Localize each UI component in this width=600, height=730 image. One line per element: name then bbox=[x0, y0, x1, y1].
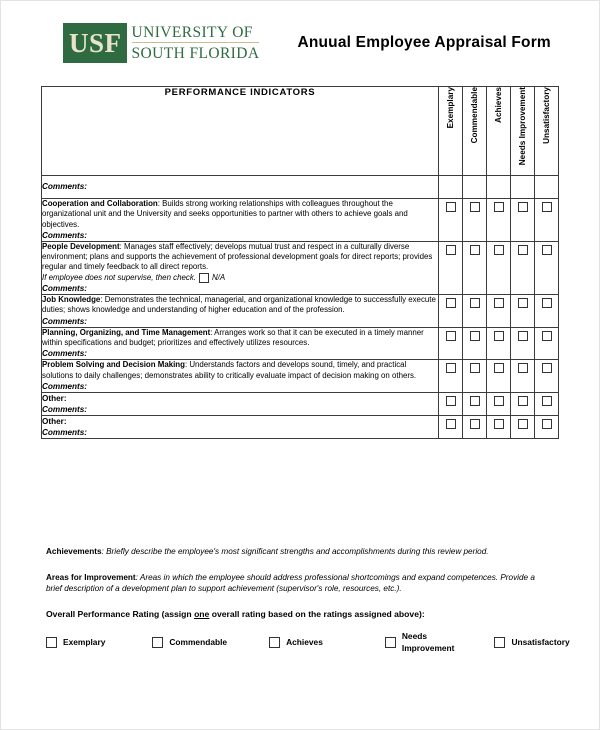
na-line bbox=[42, 273, 438, 283]
na-prompt: If employee does not supervise, then check. bbox=[42, 272, 196, 282]
rating-checkbox-cell[interactable] bbox=[535, 199, 559, 242]
table-header-row bbox=[42, 87, 559, 176]
indicator-cell[interactable] bbox=[42, 392, 439, 415]
usf-logo-line-1: UNIVERSITY OF bbox=[132, 24, 260, 43]
rating-checkbox-cell[interactable] bbox=[463, 199, 487, 242]
rating-checkbox-cell[interactable] bbox=[511, 360, 535, 393]
overall-rating-label: Achieves bbox=[286, 636, 323, 647]
column-header-rating-label: Unsatisfactory bbox=[542, 87, 551, 144]
rating-checkbox[interactable] bbox=[542, 298, 552, 308]
rating-checkbox[interactable] bbox=[518, 245, 528, 255]
overall-rating-label: Commendable bbox=[169, 636, 228, 647]
indicator-title: Other: bbox=[42, 416, 67, 426]
rating-checkbox-cell[interactable] bbox=[487, 360, 511, 393]
overall-rating-option[interactable] bbox=[494, 637, 569, 649]
indicator-title: Cooperation and Collaboration bbox=[42, 199, 158, 208]
top-comments-blank-cell bbox=[511, 176, 535, 199]
indicator-text bbox=[42, 242, 438, 273]
rating-checkbox-cell[interactable] bbox=[535, 360, 559, 393]
rating-checkbox-cell[interactable] bbox=[463, 415, 487, 438]
na-checkbox[interactable] bbox=[199, 273, 209, 283]
usf-logo bbox=[63, 23, 259, 63]
form-header bbox=[1, 1, 599, 63]
rating-checkbox[interactable] bbox=[494, 298, 504, 308]
indicator-title: People Development bbox=[42, 241, 120, 251]
rating-checkbox-cell[interactable] bbox=[487, 199, 511, 242]
overall-rating-label: Unsatisfactory bbox=[511, 636, 570, 647]
usf-logo-wordmark bbox=[132, 23, 260, 63]
column-header-performance-indicators: PERFORMANCE INDICATORS bbox=[42, 87, 439, 176]
overall-rating-checkbox[interactable] bbox=[152, 637, 163, 648]
lower-sections bbox=[46, 546, 570, 654]
table-row bbox=[42, 360, 559, 393]
rating-checkbox[interactable] bbox=[542, 202, 552, 212]
overall-rating-checkbox[interactable] bbox=[46, 637, 57, 648]
overall-rating-option[interactable] bbox=[152, 637, 227, 649]
achievements-body: : Briefly describe the employee's most significant strengths and accomplishments during this review period. bbox=[101, 547, 489, 556]
indicator-title: Job Knowledge bbox=[42, 295, 101, 305]
overall-rating-heading-emphasis: one bbox=[194, 608, 210, 619]
rating-checkbox[interactable] bbox=[494, 419, 504, 429]
rating-checkbox-cell[interactable] bbox=[463, 327, 487, 360]
rating-checkbox[interactable] bbox=[542, 245, 552, 255]
areas-for-improvement-section bbox=[46, 572, 546, 595]
performance-indicators-table bbox=[41, 86, 559, 439]
overall-rating-option[interactable] bbox=[46, 637, 105, 649]
rating-checkbox-cell[interactable] bbox=[463, 360, 487, 393]
comments-label: Comments: bbox=[42, 427, 88, 437]
overall-rating-label: Exemplary bbox=[63, 636, 106, 647]
overall-rating-option[interactable] bbox=[269, 637, 323, 649]
rating-checkbox-cell[interactable] bbox=[535, 295, 559, 328]
rating-checkbox-cell[interactable] bbox=[535, 415, 559, 438]
rating-checkbox-cell[interactable] bbox=[487, 392, 511, 415]
indicator-description: : Manages staff effectively; develops mutual trust and respect in a culturally diverse environment; plans and supports the achievement of professional development goals for direct reports; provides regular and timely feedback to all direct reports. bbox=[42, 241, 433, 272]
rating-checkbox[interactable] bbox=[470, 331, 480, 341]
indicator-cell[interactable] bbox=[42, 360, 439, 393]
column-header-rating-3 bbox=[511, 87, 535, 176]
na-label: N/A bbox=[211, 272, 226, 282]
indicator-cell[interactable] bbox=[42, 327, 439, 360]
rating-checkbox[interactable] bbox=[470, 396, 480, 406]
rating-checkbox[interactable] bbox=[470, 298, 480, 308]
column-header-rating-label: Exemplary bbox=[446, 87, 455, 129]
rating-checkbox-cell[interactable] bbox=[511, 295, 535, 328]
overall-rating-heading-part2: overall rating based on the ratings assigned above): bbox=[209, 608, 425, 619]
indicator-title: Other: bbox=[42, 393, 67, 403]
achievements-section bbox=[46, 546, 546, 558]
table-row bbox=[42, 327, 559, 360]
column-header-rating-label: Commendable bbox=[470, 87, 479, 144]
rating-checkbox-cell[interactable] bbox=[487, 241, 511, 294]
overall-rating-option[interactable] bbox=[385, 631, 455, 654]
rating-checkbox[interactable] bbox=[494, 363, 504, 373]
rating-checkbox[interactable] bbox=[446, 202, 456, 212]
page-title: Anuual Employee Appraisal Form bbox=[297, 34, 551, 51]
top-comments-blank-cell bbox=[439, 176, 463, 199]
indicator-description: : Demonstrates the technical, managerial, and organizational knowledge to successfully execute duties; shows knowledge and understanding of higher education and of the profession. bbox=[42, 295, 436, 315]
overall-rating-heading bbox=[46, 609, 546, 621]
rating-checkbox[interactable] bbox=[470, 202, 480, 212]
achievements-title: Achievements bbox=[46, 547, 102, 556]
table-row bbox=[42, 295, 559, 328]
top-comments-row bbox=[42, 176, 559, 199]
rating-checkbox-cell[interactable] bbox=[511, 199, 535, 242]
indicator-description: : Arranges work so that it can be executed in a timely manner within specifications and budget; prioritizes and effectively utilizes resources. bbox=[42, 327, 424, 347]
rating-checkbox-cell[interactable] bbox=[487, 415, 511, 438]
table-row bbox=[42, 199, 559, 242]
top-comments-cell[interactable] bbox=[42, 176, 439, 199]
table-row bbox=[42, 415, 559, 438]
overall-rating-checkbox[interactable] bbox=[385, 637, 396, 648]
column-header-rating-label: Needs Improvement bbox=[518, 87, 527, 166]
rating-checkbox-cell[interactable] bbox=[439, 241, 463, 294]
rating-checkbox-cell[interactable] bbox=[439, 360, 463, 393]
rating-checkbox[interactable] bbox=[446, 419, 456, 429]
column-header-rating-label: Achieves bbox=[494, 87, 503, 123]
rating-checkbox[interactable] bbox=[446, 298, 456, 308]
rating-checkbox[interactable] bbox=[518, 298, 528, 308]
rating-checkbox-cell[interactable] bbox=[535, 327, 559, 360]
comments-label: Comments: bbox=[42, 284, 88, 294]
rating-checkbox-cell[interactable] bbox=[439, 327, 463, 360]
indicator-title: Planning, Organizing, and Time Management bbox=[42, 327, 211, 337]
rating-checkbox-cell[interactable] bbox=[463, 392, 487, 415]
rating-checkbox[interactable] bbox=[518, 419, 528, 429]
comments-label: Comments: bbox=[42, 182, 88, 191]
comments-label: Comments: bbox=[42, 349, 88, 359]
overall-rating-label: Needs Improvement bbox=[401, 631, 455, 653]
rating-checkbox-cell[interactable] bbox=[535, 392, 559, 415]
indicator-description: : Builds strong working relationships with colleagues throughout the organizational unit and the University and seeks opportunities to partner with others to achieve goals and objectives. bbox=[42, 199, 408, 229]
rating-checkbox[interactable] bbox=[542, 331, 552, 341]
column-header-rating-4 bbox=[535, 87, 559, 176]
rating-checkbox[interactable] bbox=[446, 331, 456, 341]
rating-checkbox[interactable] bbox=[518, 202, 528, 212]
top-comments-blank-cell bbox=[463, 176, 487, 199]
indicator-text bbox=[42, 328, 438, 349]
rating-checkbox-cell[interactable] bbox=[463, 295, 487, 328]
rating-checkbox-cell[interactable] bbox=[439, 199, 463, 242]
performance-indicators-table-wrap bbox=[41, 86, 559, 439]
rating-checkbox-cell[interactable] bbox=[439, 392, 463, 415]
rating-checkbox[interactable] bbox=[446, 363, 456, 373]
indicator-text bbox=[42, 360, 438, 381]
rating-checkbox-cell[interactable] bbox=[487, 295, 511, 328]
column-header-rating-0 bbox=[439, 87, 463, 176]
indicator-cell[interactable] bbox=[42, 415, 439, 438]
rating-checkbox[interactable] bbox=[494, 331, 504, 341]
overall-rating-options bbox=[46, 631, 570, 654]
rating-checkbox[interactable] bbox=[470, 363, 480, 373]
areas-for-improvement-title: Areas for Improvement bbox=[46, 572, 136, 582]
indicator-title: Problem Solving and Decision Making bbox=[42, 360, 185, 370]
rating-checkbox[interactable] bbox=[446, 396, 456, 406]
rating-checkbox-cell[interactable] bbox=[511, 415, 535, 438]
rating-checkbox[interactable] bbox=[518, 363, 528, 373]
top-comments-blank-cell bbox=[535, 176, 559, 199]
rating-checkbox[interactable] bbox=[542, 419, 552, 429]
indicator-cell[interactable] bbox=[42, 241, 439, 294]
rating-checkbox-cell[interactable] bbox=[439, 295, 463, 328]
indicator-cell[interactable] bbox=[42, 295, 439, 328]
indicator-text bbox=[42, 295, 438, 316]
usf-logo-mark: USF bbox=[63, 23, 127, 63]
comments-label: Comments: bbox=[42, 230, 88, 240]
areas-for-improvement-body: : Areas in which the employee should address professional shortcomings and expand competences. Provide a brief description of a development plan to support achievement (supervisor's role, resources, etc.). bbox=[46, 572, 535, 593]
comments-label: Comments: bbox=[42, 404, 88, 414]
column-header-rating-2 bbox=[487, 87, 511, 176]
rating-checkbox-cell[interactable] bbox=[463, 241, 487, 294]
comments-label: Comments: bbox=[42, 381, 88, 391]
rating-checkbox-cell[interactable] bbox=[511, 241, 535, 294]
rating-checkbox-cell[interactable] bbox=[439, 415, 463, 438]
rating-checkbox[interactable] bbox=[494, 245, 504, 255]
rating-checkbox-cell[interactable] bbox=[535, 241, 559, 294]
rating-checkbox[interactable] bbox=[446, 245, 456, 255]
rating-checkbox[interactable] bbox=[494, 396, 504, 406]
table-row bbox=[42, 392, 559, 415]
rating-checkbox[interactable] bbox=[542, 363, 552, 373]
rating-checkbox[interactable] bbox=[518, 396, 528, 406]
indicator-description: : Understands factors and develops sound, timely, and practical solutions to daily challenges; demonstrates ability to critically evaluate impact of decision making on others. bbox=[42, 360, 417, 380]
overall-rating-checkbox[interactable] bbox=[494, 637, 505, 648]
rating-checkbox[interactable] bbox=[518, 331, 528, 341]
indicator-text bbox=[42, 199, 438, 230]
rating-checkbox-cell[interactable] bbox=[511, 392, 535, 415]
comments-label: Comments: bbox=[42, 316, 88, 326]
column-header-rating-1 bbox=[463, 87, 487, 176]
usf-logo-line-2: SOUTH FLORIDA bbox=[131, 45, 260, 62]
rating-checkbox[interactable] bbox=[542, 396, 552, 406]
table-row bbox=[42, 241, 559, 294]
overall-rating-checkbox[interactable] bbox=[269, 637, 280, 648]
rating-checkbox[interactable] bbox=[470, 245, 480, 255]
top-comments-blank-cell bbox=[487, 176, 511, 199]
rating-checkbox[interactable] bbox=[494, 202, 504, 212]
indicator-cell[interactable] bbox=[42, 199, 439, 242]
overall-rating-heading-part1: Overall Performance Rating (assign bbox=[46, 608, 195, 619]
rating-checkbox-cell[interactable] bbox=[487, 327, 511, 360]
rating-checkbox-cell[interactable] bbox=[511, 327, 535, 360]
rating-checkbox[interactable] bbox=[470, 419, 480, 429]
